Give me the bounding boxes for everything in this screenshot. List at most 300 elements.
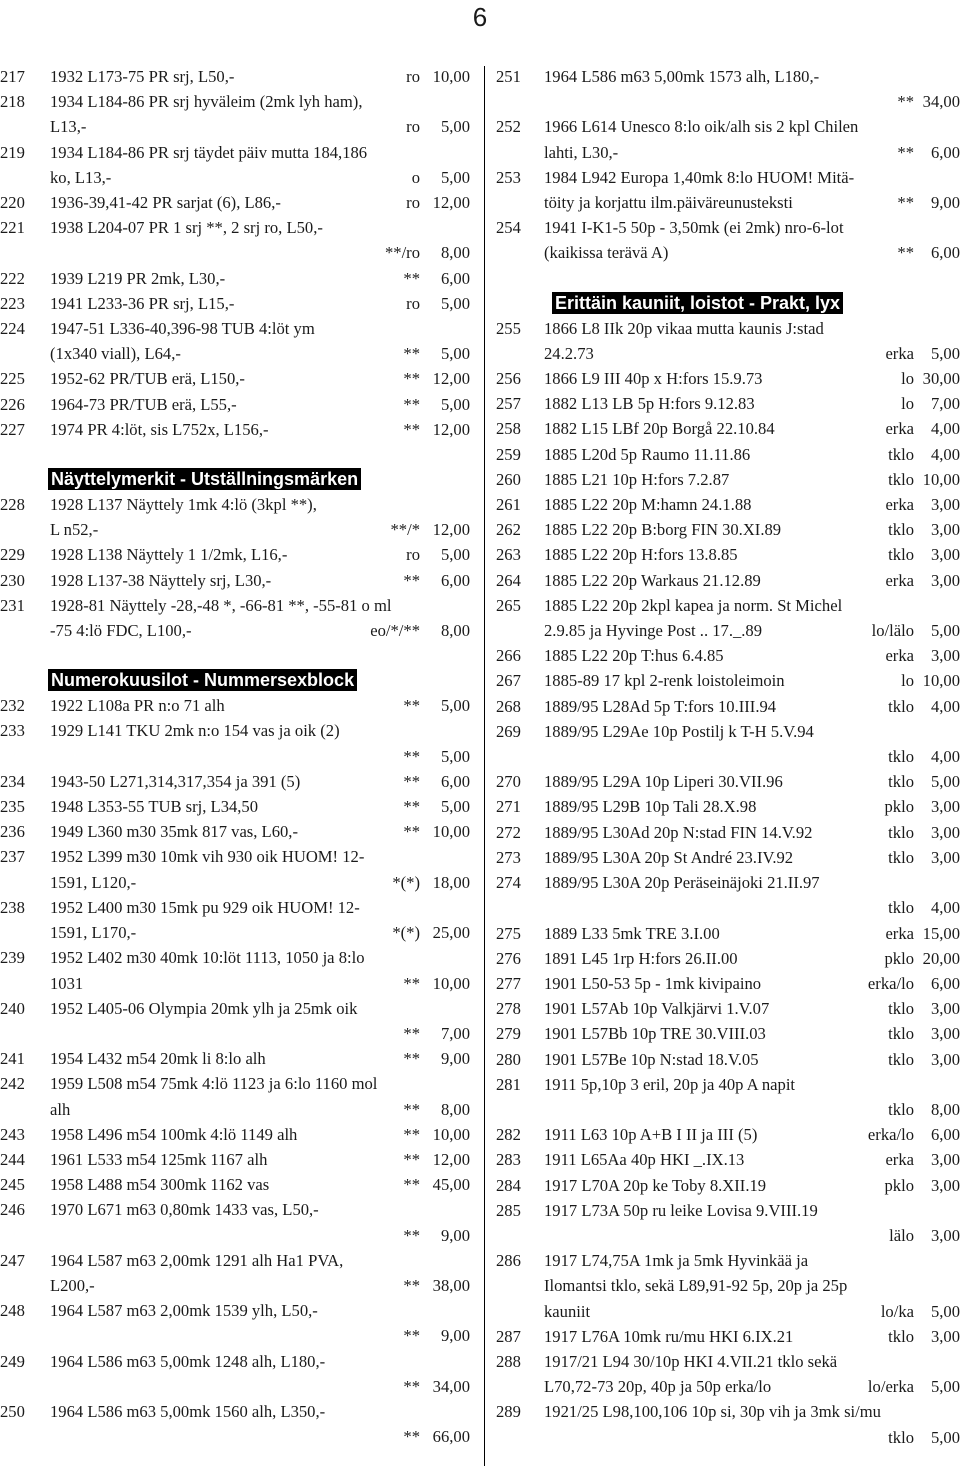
lot-description: 1911 L65Aa 40p HKI _.IX.13 [544,1150,745,1170]
lot-line [544,140,960,165]
lot-description: 1885 L22 20p 2kpl kapea ja norm. St Michel [544,595,843,615]
lot-number: 270 [496,772,521,792]
lot-line [50,1248,470,1273]
lot-number: 264 [496,570,521,590]
lot-description: 1964 L586 m63 5,00mk 1573 alh, L180,- [544,67,820,86]
lot-body [50,1071,470,1121]
lot-body [50,140,470,190]
lot-price: 15,00 [922,923,960,943]
lot-body [544,416,960,441]
lot-number: 240 [0,998,25,1018]
lot-body [50,1122,470,1147]
lot-number: 251 [496,67,521,86]
lot-description: 1882 L15 LBf 20p Borgå 22.10.84 [544,419,775,439]
lot-condition: lo [901,394,914,414]
lot-condition: ** [403,696,420,716]
lot-condition: erka/lo [867,973,914,993]
lot-condition: ro [406,545,420,565]
lot-price: 8,00 [440,243,470,263]
lot-price: 3,00 [930,1024,960,1044]
lot-description: 1958 L496 m54 100mk 4:lö 1149 alh [50,1124,298,1144]
lot-entry [496,643,960,668]
lot-entry [496,845,960,870]
lot-line [50,266,470,291]
lot-line [544,794,960,819]
lot-description: L n52,- [50,520,99,540]
lot-description: L70,72-73 20p, 40p ja 50p erka/lo [544,1377,772,1397]
lot-entry [496,215,960,265]
lot-description: 1889/95 L29Ae 10p Postilj k T-H 5.V.94 [544,721,814,741]
lot-body [544,1047,960,1072]
lot-entry [0,291,470,316]
lot-line [544,1173,960,1198]
lot-body [50,996,470,1046]
lot-price: 9,00 [440,1326,470,1346]
lot-price: 3,00 [930,847,960,867]
lot-number: 283 [496,1150,521,1170]
lot-line [544,190,960,215]
lot-condition: tklo [888,772,914,792]
lot-body [544,64,960,114]
lot-number: 288 [496,1351,521,1371]
lot-line [50,492,470,517]
lot-number: 269 [496,721,521,741]
lot-condition: pklo [884,948,914,968]
lot-condition: *(*) [392,923,420,943]
lot-description [50,1021,403,1046]
lot-line [50,366,470,391]
lot-description: 1901 L50-53 5p - 1mk kivipaino [544,973,762,993]
lot-condition: lo [901,671,914,691]
lot-body [50,718,470,768]
left-column [0,64,470,1449]
lot-entry [496,794,960,819]
lot-entry [0,89,470,139]
lot-description [50,744,403,769]
lot-condition: ** [403,973,420,993]
lot-condition: ** [897,142,914,162]
lot-body [544,769,960,794]
lot-number: 257 [496,394,521,414]
lot-price: 3,00 [930,1225,960,1245]
lot-entry [496,996,960,1021]
lot-description: 1591, L120,- [50,872,137,892]
lot-number: 221 [0,218,25,238]
lot-line [544,316,960,341]
lot-price: 3,00 [930,1049,960,1069]
lot-entry [0,64,470,89]
lot-line [544,89,960,114]
lot-line [50,1424,470,1449]
lot-line [544,1299,960,1324]
lot-number: 284 [496,1175,521,1195]
lot-entry [496,64,960,114]
lot-number: 245 [0,1175,25,1195]
lot-description: 1954 L432 m54 20mk li 8:lo alh [50,1049,266,1069]
lot-body [544,870,960,920]
lot-line [544,769,960,794]
lot-description: 1917/21 L94 30/10p HKI 4.VII.21 tklo sekä [544,1351,838,1371]
lot-description: 1889/95 L30Ad 20p N:stad FIN 14.V.92 [544,822,813,842]
lot-line [50,844,470,869]
lot-condition: ** [403,1099,420,1119]
lot-price: 7,00 [930,394,960,414]
lot-condition: lo/erka [867,1377,914,1397]
lot-price: 34,00 [432,1376,470,1396]
lot-description: 1938 L204-07 PR 1 srj **, 2 srj ro, L50,- [50,218,323,238]
lot-line [50,1122,470,1147]
lot-number: 226 [0,394,25,414]
lot-line [544,1198,960,1223]
lot-body [544,467,960,492]
lot-price: 30,00 [922,369,960,389]
lot-body [50,316,470,366]
lot-description: 1885 L22 20p H:fors 13.8.85 [544,545,738,565]
lot-condition: ** [897,92,914,112]
lot-price: 5,00 [440,167,470,187]
lot-line [50,920,470,945]
lot-line [544,240,960,265]
lot-entry [0,392,470,417]
lot-body [544,1349,960,1399]
lot-entry [0,895,470,945]
lot-description: 1929 L141 TKU 2mk n:o 154 vas ja oik (2) [50,721,340,741]
lot-number: 258 [496,419,521,439]
lot-body [544,1122,960,1147]
lot-entry [496,1147,960,1172]
lot-number: 227 [0,419,25,439]
lot-body [50,64,470,89]
lot-description: 1947-51 L336-40,396-98 TUB 4:löt ym [50,319,315,339]
lot-line [50,114,470,139]
lot-condition: tklo [888,1024,914,1044]
lot-number: 218 [0,92,25,112]
lot-body [50,291,470,316]
lot-number: 285 [496,1200,521,1220]
lot-description: 1889 L33 5mk TRE 3.I.00 [544,923,720,943]
lot-line [50,1273,470,1298]
lot-line [544,694,960,719]
lot-condition: erka [885,646,914,666]
lot-line [544,215,960,240]
lot-description: 1952 L402 m30 40mk 10:löt 1113, 1050 ja 8:lo [50,948,365,968]
section-heading-wrap [0,643,470,693]
lot-description: 1031 [50,973,84,993]
lot-price: 6,00 [930,243,960,263]
lot-body [544,593,960,643]
lot-entry [0,593,470,643]
lot-condition: erka/lo [867,1125,914,1145]
lot-body [544,794,960,819]
lot-description: ko, L13,- [50,167,112,187]
lot-description: L13,- [50,117,87,137]
lot-description: 1911 L63 10p A+B I II ja III (5) [544,1125,758,1145]
lot-condition: **/ro [384,243,420,263]
lot-condition: tklo [888,999,914,1019]
lot-number: 274 [496,873,521,893]
lot-number: 238 [0,897,25,917]
lot-body [544,1248,960,1324]
lot-entry [0,568,470,593]
lot-entry [496,1173,960,1198]
lot-line [50,291,470,316]
lot-entry [496,316,960,366]
lot-number: 252 [496,117,521,137]
lot-line [50,1172,470,1197]
lot-line [544,668,960,693]
lot-entry [0,1298,470,1348]
lot-entry [496,694,960,719]
lot-description [50,1424,403,1449]
lot-number: 279 [496,1024,521,1044]
lot-entry [0,1399,470,1449]
lot-condition: erka [885,495,914,515]
lot-price: 10,00 [432,1124,470,1144]
lot-condition: eo/*/** [370,621,420,641]
lot-line [50,996,470,1021]
lot-entry [0,844,470,894]
lot-line [544,1072,960,1097]
lot-price: 66,00 [432,1427,470,1447]
lot-line [544,618,960,643]
lot-condition: lo/ka [880,1301,914,1321]
lot-condition: tklo [888,1049,914,1069]
lot-price: 4,00 [930,419,960,439]
lot-line [50,1046,470,1071]
lot-number: 225 [0,369,25,389]
lot-entry [496,1072,960,1122]
lot-price: 18,00 [432,872,470,892]
lot-number: 256 [496,369,521,389]
lot-description: 1885 L20d 5p Raumo 11.11.86 [544,444,751,464]
lot-number: 271 [496,797,521,817]
lot-price: 4,00 [930,696,960,716]
lot-condition: tklo [888,1326,914,1346]
lot-line [50,542,470,567]
lot-entry [0,1197,470,1247]
lot-number: 244 [0,1149,25,1169]
lot-body [50,190,470,215]
lot-line [544,593,960,618]
lot-condition: ** [403,1275,420,1295]
lot-condition: lälo [889,1225,914,1245]
lot-body [50,1046,470,1071]
lot-body [544,165,960,215]
lot-entry [0,1071,470,1121]
lot-price: 10,00 [432,822,470,842]
lot-price: 3,00 [930,822,960,842]
lot-entry [0,1046,470,1071]
lot-price: 9,00 [440,1049,470,1069]
lot-price: 3,00 [930,1175,960,1195]
lot-description: 1891 L45 1rp H:fors 26.II.00 [544,948,738,968]
lot-price: 12,00 [432,1149,470,1169]
lot-condition: tklo [888,444,914,464]
lot-description: 1949 L360 m30 35mk 817 vas, L60,- [50,822,298,842]
lot-price: 38,00 [432,1275,470,1295]
lot-body [544,668,960,693]
lot-body [544,1072,960,1122]
lot-line [50,140,470,165]
lot-description: 1934 L184-86 PR srj hyväleim (2mk lyh ham), [50,92,363,112]
lot-body [50,392,470,417]
lot-body [50,215,470,265]
lot-price: 5,00 [440,344,470,364]
lot-description: 1964 L587 m63 2,00mk 1291 alh Ha1 PVA, [50,1250,344,1270]
lot-line [544,996,960,1021]
lot-body [544,921,960,946]
lot-entry [496,1047,960,1072]
lot-condition: ro [406,67,420,86]
lot-condition: tklo [888,545,914,565]
lot-condition: ** [403,1376,420,1396]
lot-number: 219 [0,142,25,162]
lot-price: 6,00 [440,268,470,288]
lot-line [544,64,960,89]
lot-price: 3,00 [930,545,960,565]
lot-entry [496,1021,960,1046]
lot-description: 1974 PR 4:löt, sis L752x, L156,- [50,419,269,439]
lot-line [544,643,960,668]
lot-entry [0,819,470,844]
lot-condition: ** [403,1225,420,1245]
lot-description: 1885 L22 20p M:hamn 24.1.88 [544,495,752,515]
lot-number: 233 [0,721,25,741]
lot-entry [496,820,960,845]
lot-entry [496,1122,960,1147]
lot-description: 1889/95 L30A 20p Peräseinäjoki 21.II.97 [544,873,820,893]
lot-body [50,895,470,945]
lot-description [544,1425,888,1450]
lot-price: 10,00 [432,973,470,993]
lot-entry [496,921,960,946]
lot-entry [496,542,960,567]
lot-description: 1952-62 PR/TUB erä, L150,- [50,369,245,389]
lot-line [544,1147,960,1172]
section-heading-wrap [0,442,470,492]
lot-line [50,618,470,643]
lot-description: 1921/25 L98,100,106 10p si, 30p vih ja 3mk si/mu [544,1402,881,1422]
lot-description: kauniit [544,1301,591,1321]
lot-condition: tklo [888,469,914,489]
lot-price: 3,00 [930,1150,960,1170]
lot-line [50,1349,470,1374]
lot-condition: *(*) [392,872,420,892]
lot-body [544,215,960,265]
section-heading-wrap [496,266,960,316]
lot-condition: ** [403,419,420,439]
lot-description: (kaikissa terävä A) [544,243,669,263]
lot-body [544,1147,960,1172]
lot-body [50,794,470,819]
lot-body [50,819,470,844]
lot-description: 1939 L219 PR 2mk, L30,- [50,268,226,288]
lot-price: 20,00 [922,948,960,968]
lot-description: 1943-50 L271,314,317,354 ja 391 (5) [50,771,301,791]
lot-condition: ** [403,746,420,766]
lot-line [50,1071,470,1096]
lot-entry [496,492,960,517]
lot-description: 1964 L587 m63 2,00mk 1539 ylh, L50,- [50,1301,318,1321]
lot-price: 4,00 [930,898,960,918]
lot-number: 278 [496,999,521,1019]
lot-body [544,114,960,164]
lot-number: 268 [496,696,521,716]
lot-line [544,1021,960,1046]
lot-description: 1901 L57Bb 10p TRE 30.VIII.03 [544,1024,766,1044]
lot-condition: o [411,167,420,187]
lot-entry [0,266,470,291]
lot-description: 1948 L353-55 TUB srj, L34,50 [50,797,259,817]
lot-entry [496,467,960,492]
lot-entry [0,366,470,391]
lot-number: 246 [0,1200,25,1220]
lot-condition: tklo [888,847,914,867]
lot-line [50,794,470,819]
lot-condition: tklo [888,520,914,540]
lot-line [544,1399,960,1424]
lot-description: 1984 L942 Europa 1,40mk 8:lo HUOM! Mitä- [544,167,855,187]
lot-number: 228 [0,495,25,515]
lot-description: 1885-89 17 kpl 2-renk loistoleimoin [544,671,785,691]
lot-condition: tklo [888,898,914,918]
lot-number: 222 [0,268,25,288]
lot-line [544,1122,960,1147]
lot-condition: ** [897,193,914,213]
lot-description [544,744,888,769]
lot-condition: erka [885,419,914,439]
lot-number: 231 [0,595,25,615]
lot-entry [496,719,960,769]
lot-line [50,316,470,341]
lot-number: 241 [0,1049,25,1069]
lot-body [50,266,470,291]
lot-description [544,895,888,920]
lot-condition: ** [403,394,420,414]
lot-entry [496,1349,960,1399]
lot-line [50,1197,470,1222]
lot-price: 7,00 [440,1023,470,1043]
lot-line [544,744,960,769]
lot-condition: ** [403,822,420,842]
lot-condition: ro [406,293,420,313]
lot-entry [0,1122,470,1147]
lot-number: 253 [496,167,521,187]
lot-entry [496,946,960,971]
lot-body [50,1399,470,1449]
lot-line [544,946,960,971]
lot-body [50,593,470,643]
lot-condition: erka [885,1150,914,1170]
lot-line [50,819,470,844]
lot-description: 1885 L22 20p T:hus 6.4.85 [544,646,724,666]
lot-price: 6,00 [440,771,470,791]
lot-condition: ** [403,570,420,590]
lot-entry [0,492,470,542]
lot-condition: ** [403,369,420,389]
lot-line [50,517,470,542]
lot-number: 287 [496,1326,521,1346]
lot-description: 1882 L13 LB 5p H:fors 9.12.83 [544,394,755,414]
lot-description: 1959 L508 m54 75mk 4:lö 1123 ja 6:lo 1160 mol [50,1074,378,1094]
lot-number: 277 [496,973,521,993]
lot-description: 1964-73 PR/TUB erä, L55,- [50,394,237,414]
lot-number: 239 [0,948,25,968]
lot-description: 1964 L586 m63 5,00mk 1560 alh, L350,- [50,1401,326,1421]
lot-body [50,1172,470,1197]
lot-description: 1966 L614 Unesco 8:lo oik/alh sis 2 kpl Chilen [544,117,859,137]
lot-description: -75 4:lö FDC, L100,- [50,621,192,641]
